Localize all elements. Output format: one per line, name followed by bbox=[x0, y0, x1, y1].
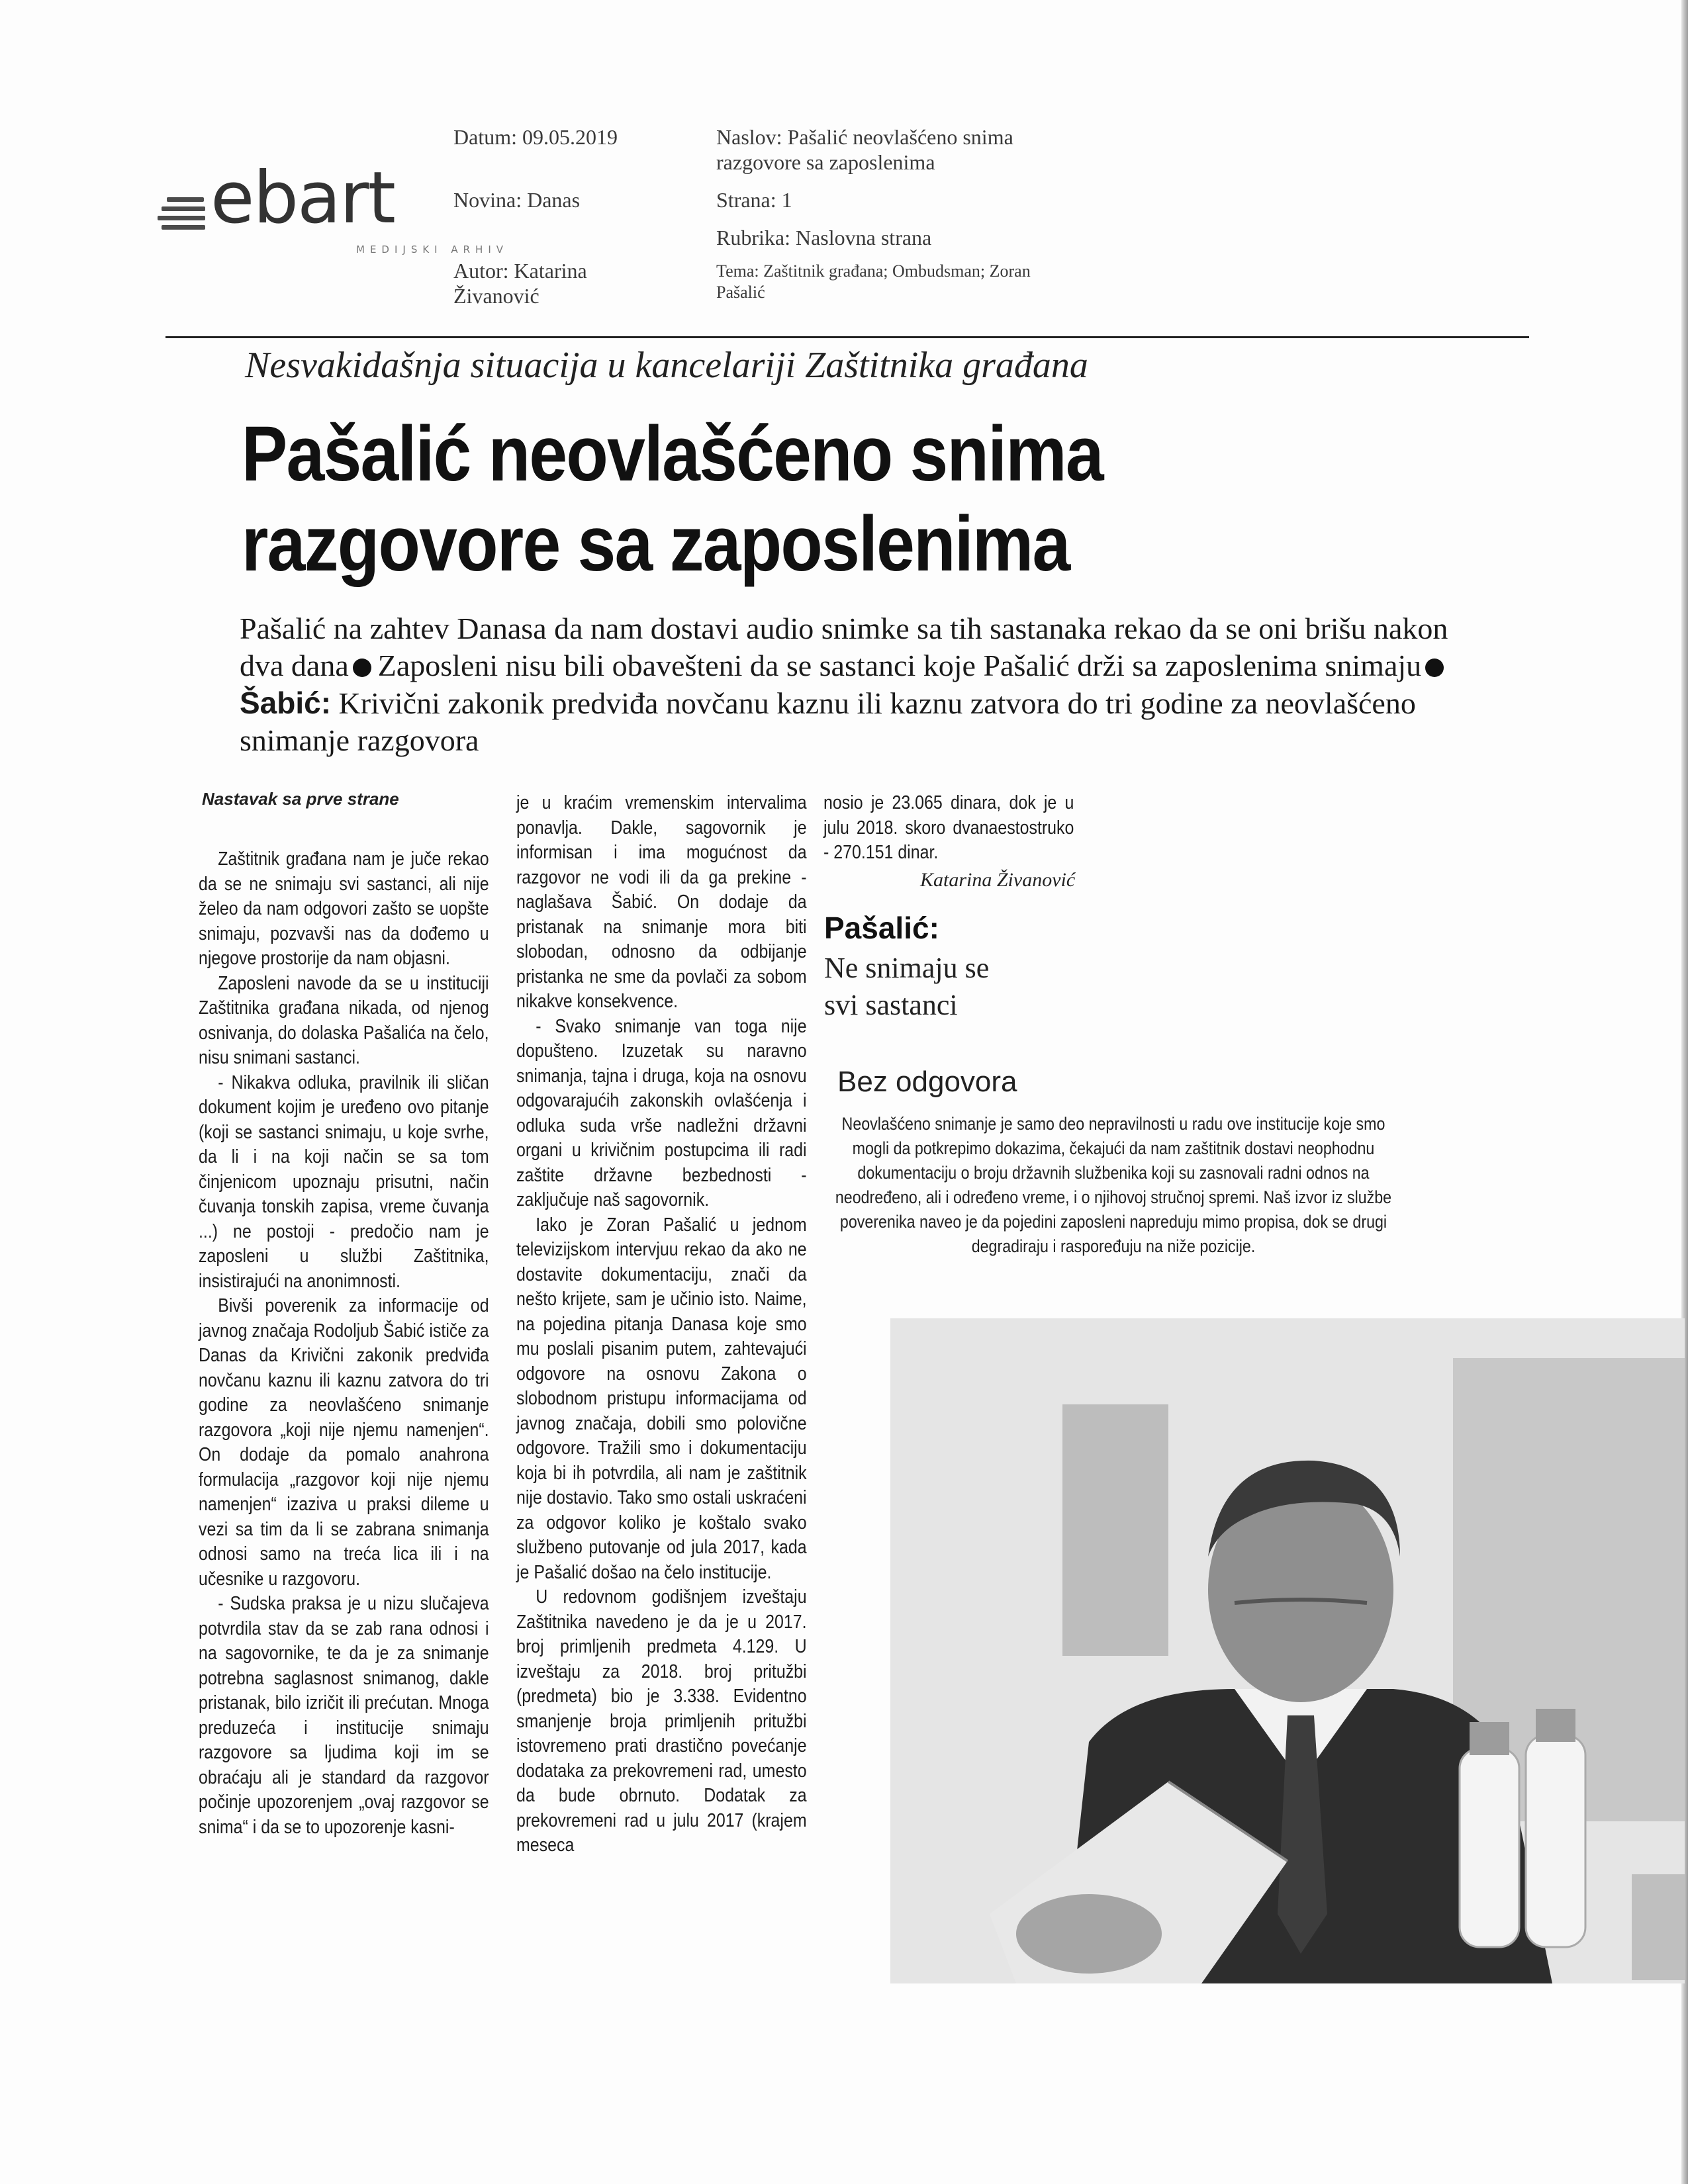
logo-lines-icon bbox=[158, 197, 205, 237]
paragraph: nosio je 23.065 dinara, dok je u julu 2018. skoro dvanaestostruko - 270.151 dinar. bbox=[823, 792, 1074, 863]
paragraph: U redovnom godišnjem izveštaju Zaštitnika navedeno je da je u 2017. broj primljenih predmeta 4.129. U izveštaju za 2018. broj pritužbi (predmeta) bio je 3.338. Evidentno smanjenje broja primljenih pritužbi istovremeno prati drastično povećanje dodataka za prekovremeni rad, umesto da bude obrnuto. Dodatak za prekovremeni rad u julu 2017 (krajem meseca bbox=[516, 1586, 807, 1856]
side-quote-label: Pašalić: bbox=[824, 911, 939, 945]
box-title: Bez odgovora bbox=[837, 1066, 1017, 1098]
logo-text: ebart bbox=[211, 157, 395, 240]
meta-datum: Datum: 09.05.2019 bbox=[453, 125, 618, 149]
lead-paragraph: Pašalić na zahtev Danasa da nam dostavi audio snimke sa tih sastanaka rekao da se oni brišu nakon dva dana Zaposleni nisu bili obavešteni da se sastanci koje Pašalić drži sa zaposlenima snimajuŠabić: Krivični zakonik predviđa novčanu kaznu ili kaznu zatvora do tri godine za neovlašćeno snimanje razgovora bbox=[240, 612, 1448, 757]
paragraph: Zaštitnik građana nam je juče rekao da se ne snimaju svi sastanci, ali nije želeo da nam odgovori zašto se uopšte snimaju, pozvavši nas da dođemo u njegove prostorije da nam objasni. bbox=[199, 848, 489, 969]
headline: Pašalić neovlašćeno snima razgovore sa zaposlenima bbox=[242, 410, 1103, 588]
author-signature: Katarina Živanović bbox=[920, 869, 1076, 891]
continuation-label: Nastavak sa prve strane bbox=[202, 789, 399, 809]
side-quote: Ne snimaju se svi sastanci bbox=[824, 952, 990, 1021]
article-photo bbox=[890, 1318, 1685, 1983]
kicker: Nesvakidašnja situacija u kancelariji Zaštitnika građana bbox=[245, 345, 1088, 386]
paragraph: Iako je Zoran Pašalić u jednom televizijskom intervjuu rekao da ako ne dostavite dokumentaciju, znači da nešto krijete, sam je učinio isto. Naime, na pojedina pitanja Danasa koje smo mu poslali pisanim putem, zahtevajući odgovore na osnovu Zakona o slobodnom pristupu informacijama od javnog značaja, dobili smo polovične odgovore. Tražili smo i dokumentaciju koja bi ih potvrdila, ali nam je zaštitnik nije dostavio. Tako smo ostali uskraćeni za odgovor koliko je koštalo svako službeno putovanje od jula 2017, kada je Pašalić došao na čelo institucije. bbox=[516, 1214, 807, 1583]
paragraph: - Nikakva odluka, pravilnik ili sličan dokument kojim je uređeno ovo pitanje (koji se sastanci snimaju, u koje svrhe, da li i na koji način se sa tom činjenicom upoznaju prisutni, način čuvanja tonskih zapisa, vreme čuvanja ...) ne postoji - predočio nam je zaposleni u službi Zaštitnika, insistirajući na anonimnosti. bbox=[199, 1071, 489, 1292]
meta-tema: Tema: Zaštitnik građana; Ombudsman; Zoran Pašalić bbox=[716, 261, 1031, 302]
meta-naslov: Naslov: Pašalić neovlašćeno snima razgovore sa zaposlenima bbox=[716, 125, 1013, 174]
box-text: Neovlašćeno snimanje je samo deo nepravilnosti u radu ove institucije koje smo mogli da potkrepimo dokazima, čekajući da nam zaštitnik dostavi neophodnu dokumentaciju o broju državnih službenika koji su zasnovali radni odnos na neodređeno, ali i određeno vreme, i o njihovoj stručnoj spremi. Naš izvor iz službe poverenika naveo je da pojedini zaposleni napreduju mimo propisa, dok se drugi degradiraju i raspoređuju na niže pozicije. bbox=[835, 1114, 1392, 1256]
paragraph: - Svako snimanje van toga nije dopušteno. Izuzetak su naravno snimanja, tajna i druga, koja na osnovu odgovarajućih zakonskih ovlašćenja i odluka suda vrše nadležni državni organi u krivičnim postupcima ili radi zaštite državne bezbednosti - zaključuje naš sagovornik. bbox=[516, 1015, 807, 1210]
meta-rubrika: Rubrika: Naslovna strana bbox=[716, 226, 932, 250]
meta-novina: Novina: Danas bbox=[453, 188, 581, 212]
paragraph: Bivši poverenik za informacije od javnog značaja Rodoljub Šabić ističe za Danas da Krivični zakonik predviđa novčanu kaznu ili kaznu zatvora do tri godine za neovlašćeno snimanje razgovora „koji nije njemu namenjen“. On dodaje da pomalo anahrona formulacija „razgovor koji nije njemu namenjen“ izaziva u praksi dileme u vezi sa tim da li se zabrana snimanja odnosi samo na treća lica ili i na učesnike u razgovoru. bbox=[199, 1295, 489, 1590]
logo-tagline: MEDIJSKI ARHIV bbox=[356, 244, 509, 255]
body-column-1 bbox=[199, 847, 489, 1840]
paragraph: je u kraćim vremenskim intervalima ponavlja. Dakle, sagovornik je informisan i ima mogućnost da razgovor ne vodi ili da ga prekine - naglašava Šabić. On dodaje da pristanak na snimanje mora biti slobodan, odnosno da odbijanje pristanka ne sme da povlači za sobom nikakve konsekvence. bbox=[516, 792, 807, 1012]
body-column-2 bbox=[516, 791, 807, 1858]
meta-strana: Strana: 1 bbox=[716, 188, 792, 212]
bullet-icon bbox=[1425, 659, 1444, 677]
paragraph: - Sudska praksa je u nizu slučajeva potvrdila stav da se zab rana odnosi i na sagovornike, te da je za snimanje potrebna saglasnost snimanog, dakle pristanak, bilo izričit ili prećutan. Mnoga preduzeća i institucije snimaju razgovore sa ljudima koji im se obraćaju ali je standard da razgovor počinje upozorenjem „ovaj razgovor se snima“ i da se to upozorenje kasni- bbox=[199, 1593, 489, 1838]
header-rule bbox=[165, 336, 1529, 338]
body-column-3 bbox=[823, 791, 1074, 866]
paragraph: Zaposleni navode da se u instituciji Zaštitnika građana nikada, od njenog osnivanja, do dolaska Pašalića na čelo, nisu snimani sastanci. bbox=[199, 972, 489, 1068]
bullet-icon bbox=[353, 659, 371, 677]
meta-autor: Autor: Katarina Živanović bbox=[453, 259, 587, 308]
